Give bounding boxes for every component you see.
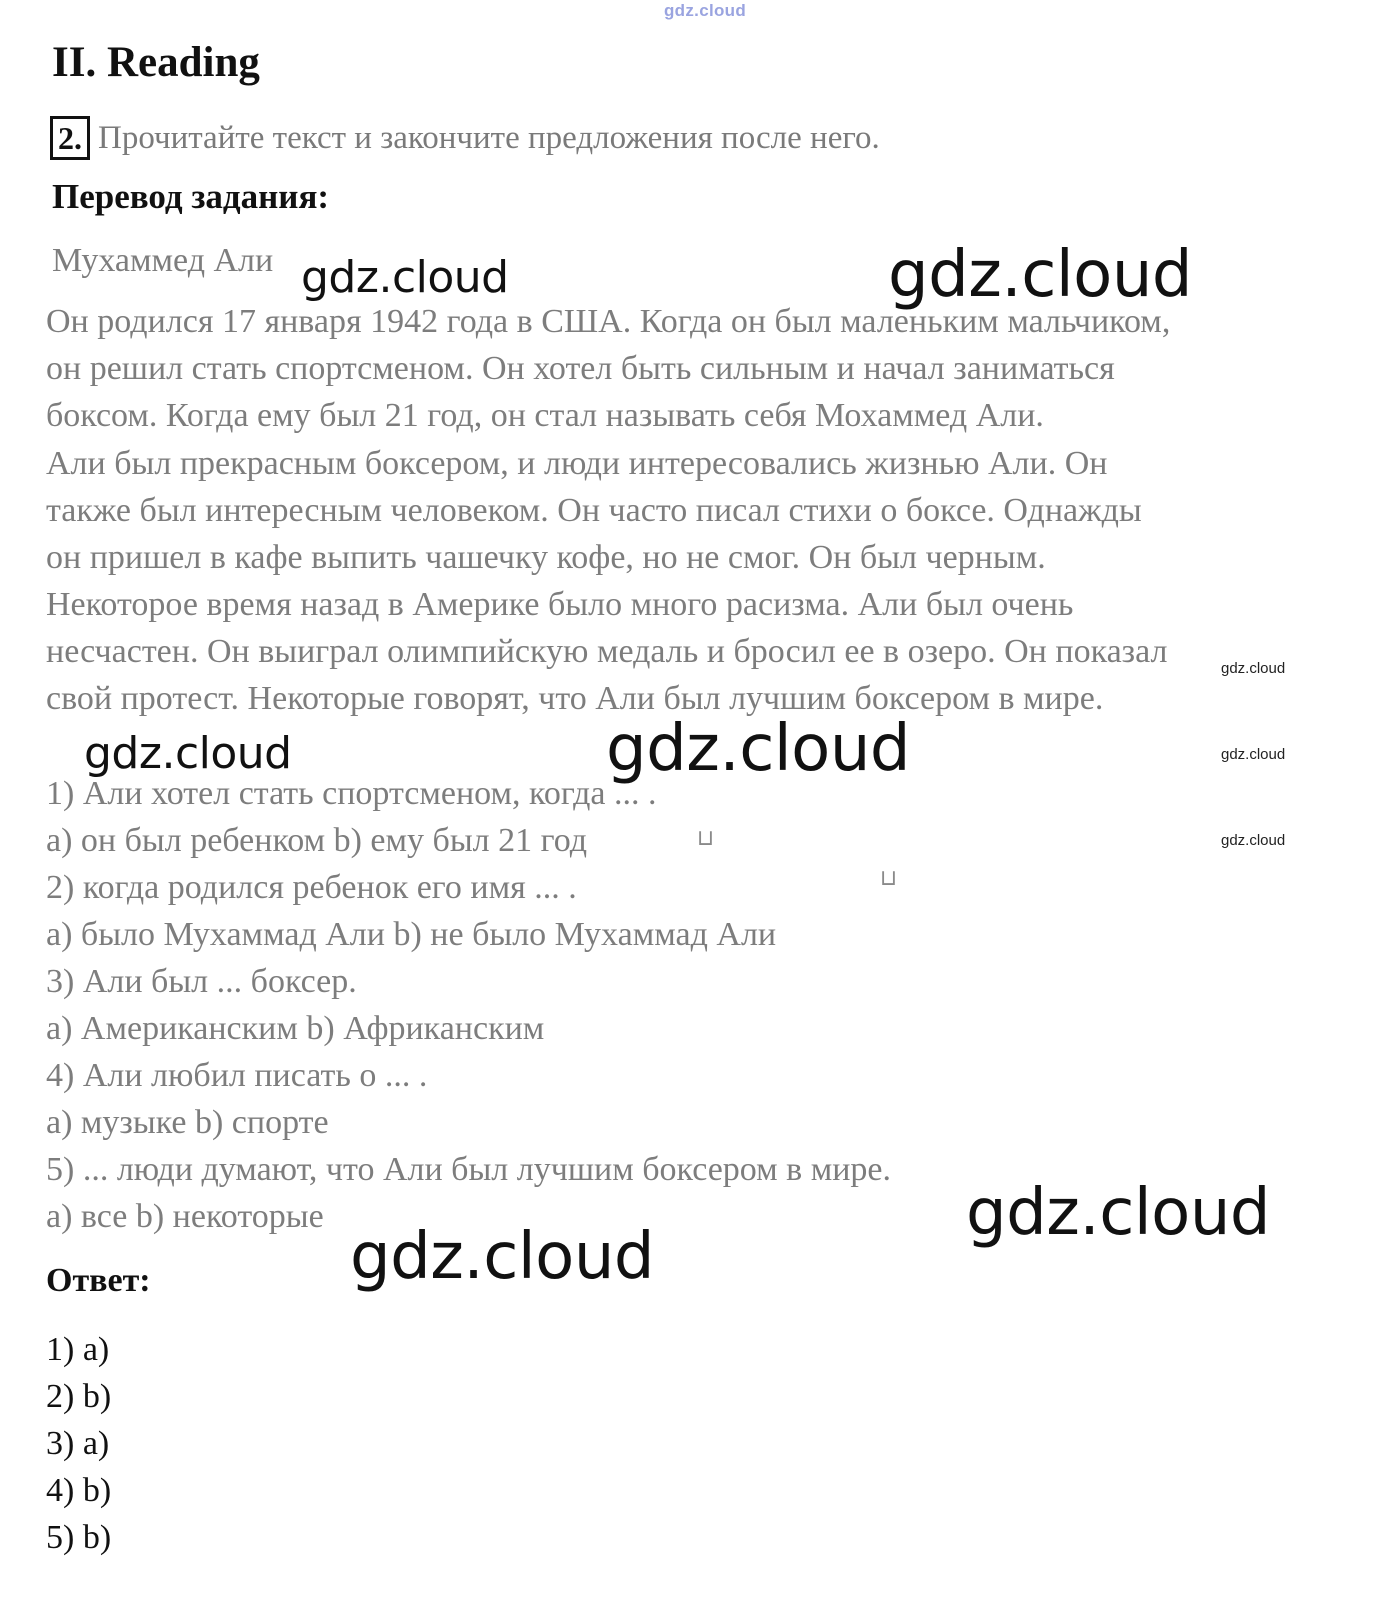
question-line: 3) Али был ... боксер. xyxy=(46,963,357,1000)
watermark: gdz.cloud xyxy=(888,238,1192,312)
question-line: 2) когда родился ребенок его имя ... . xyxy=(46,869,577,906)
watermark: gdz.cloud xyxy=(301,252,509,303)
paragraph-line: несчастен. Он выиграл олимпийскую медаль и бросил ее в озеро. Он показал xyxy=(46,633,1168,670)
square-mark-icon: ⊔ xyxy=(880,866,898,891)
question-options: a) он был ребенком b) ему был 21 год xyxy=(46,822,588,859)
paragraph-line: Али был прекрасным боксером, и люди интересовались жизнью Али. Он xyxy=(46,445,1108,482)
watermark: gdz.cloud xyxy=(350,1220,654,1294)
questions-list xyxy=(46,770,891,1240)
watermark: gdz.cloud xyxy=(966,1176,1270,1250)
watermark-small: gdz.cloud xyxy=(1221,832,1286,849)
paragraph-line: Он родился 17 января 1942 года в США. Когда он был маленьким мальчиком, xyxy=(46,303,1171,340)
task-instruction: Прочитайте текст и закончите предложения после него. xyxy=(98,119,880,156)
section-title: II. Reading xyxy=(52,39,260,86)
watermark-small: gdz.cloud xyxy=(1221,746,1286,763)
answer-line: 1) a) xyxy=(46,1331,110,1368)
paragraph-1 xyxy=(46,298,1170,439)
header-watermark: gdz.cloud xyxy=(664,1,747,20)
paragraph-line: также был интересным человеком. Он часто писал стихи о боксе. Однажды xyxy=(46,492,1142,529)
square-mark-icon: ⊔ xyxy=(697,826,715,851)
answers-list xyxy=(46,1326,111,1561)
answer-line: 2) b) xyxy=(46,1378,112,1415)
task-number-badge: 2. xyxy=(50,116,90,160)
question-options: a) все b) некоторые xyxy=(46,1198,324,1235)
answer-line: 3) a) xyxy=(46,1425,110,1462)
question-line: 1) Али хотел стать спортсменом, когда ... . xyxy=(46,775,657,812)
question-line: 5) ... люди думают, что Али был лучшим боксером в мире. xyxy=(46,1151,892,1188)
translation-heading: Перевод задания: xyxy=(52,177,330,216)
watermark-small: gdz.cloud xyxy=(1221,660,1286,677)
watermark: gdz.cloud xyxy=(84,728,292,779)
text-title: Мухаммед Али xyxy=(52,242,274,279)
question-line: 4) Али любил писать о ... . xyxy=(46,1057,428,1094)
paragraph-line: он решил стать спортсменом. Он хотел быть сильным и начал заниматься xyxy=(46,350,1115,387)
paragraph-line: Некоторое время назад в Америке было много расизма. Али был очень xyxy=(46,586,1074,623)
question-options: a) музыке b) спорте xyxy=(46,1104,329,1141)
paragraph-line: он пришел в кафе выпить чашечку кофе, но не смог. Он был черным. xyxy=(46,539,1046,576)
answer-heading: Ответ: xyxy=(46,1262,151,1299)
paragraph-line: боксом. Когда ему был 21 год, он стал называть себя Мохаммед Али. xyxy=(46,397,1044,434)
question-options: a) было Мухаммад Али b) не было Мухаммад Али xyxy=(46,916,777,953)
answer-line: 4) b) xyxy=(46,1472,112,1509)
task-instruction-row xyxy=(50,116,880,160)
watermark: gdz.cloud xyxy=(606,712,910,786)
question-options: a) Американским b) Африканским xyxy=(46,1010,545,1047)
paragraph-2 xyxy=(46,440,1167,722)
paragraph-line: свой протест. Некоторые говорят, что Али был лучшим боксером в мире. xyxy=(46,680,1104,717)
answer-line: 5) b) xyxy=(46,1519,112,1556)
